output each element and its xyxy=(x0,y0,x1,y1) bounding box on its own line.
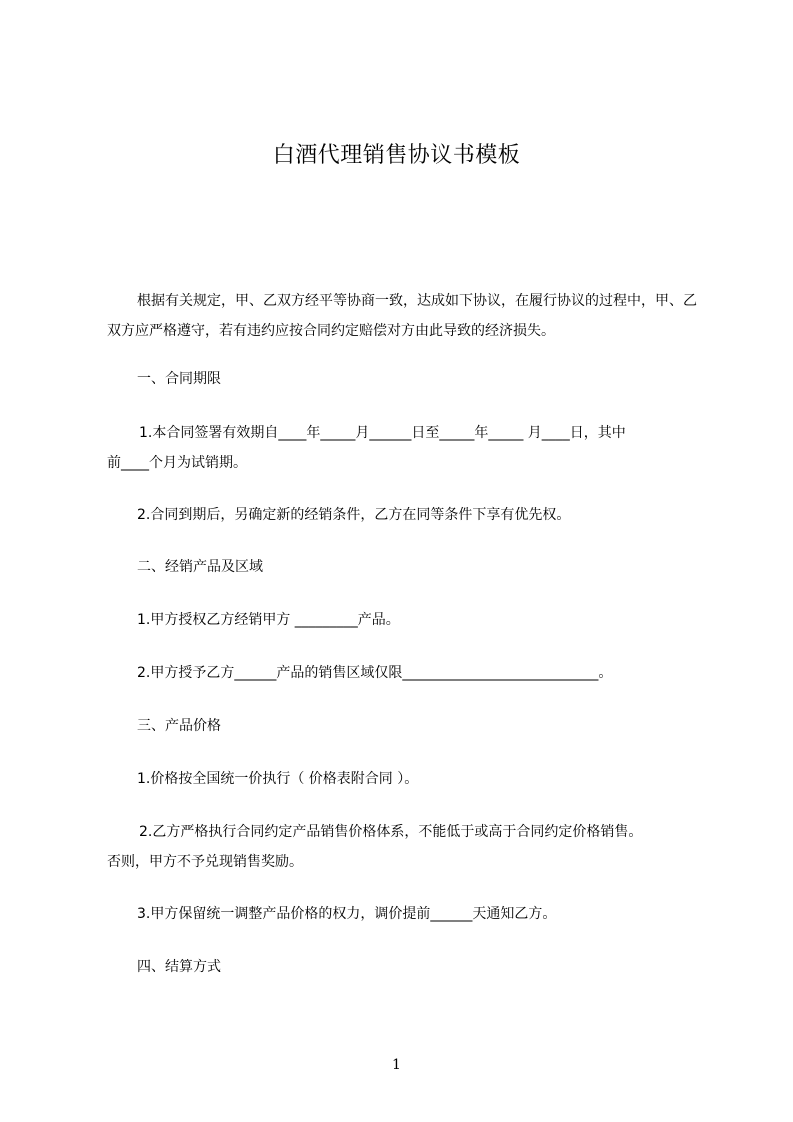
section3-heading: 三、产品价格 xyxy=(137,718,221,734)
page-number: 1 xyxy=(392,1057,401,1073)
section2-item2: 2.甲方授予乙方______产品的销售区域仅限____________________________。 xyxy=(137,665,613,681)
section2-heading: 二、经销产品及区域 xyxy=(137,559,263,575)
section3-item3: 3.甲方保留统一调整产品价格的权力，调价提前______天通知乙方。 xyxy=(137,906,557,922)
section1-item2: 2.合同到期后，另确定新的经销条件，乙方在同等条件下享有优先权。 xyxy=(137,507,571,523)
section4-heading: 四、结算方式 xyxy=(137,959,221,975)
intro-paragraph: 根据有关规定，甲、乙双方经平等协商一致，达成如下协议，在履行协议的过程中，甲、乙双方应严格遵守，若有违约应按合同约定赔偿对方由此导致的经济损失。 xyxy=(107,293,697,339)
document-title: 白酒代理销售协议书模板 xyxy=(272,143,521,168)
section3-item1: 1.价格按全国统一价执行（ 价格表附合同 ）。 xyxy=(137,771,419,787)
section3-item2-line1: 2.乙方严格执行合同约定产品销售价格体系，不能低于或高于合同约定价格销售。 xyxy=(139,824,643,840)
section1-heading: 一、合同期限 xyxy=(137,371,221,387)
section1-item1-line1: 1.本合同签署有效期自____年_____月______日至_____年_____ 月____日，其中 xyxy=(139,425,626,441)
section3-item2-line2: 否则，甲方不予兑现销售奖励。 xyxy=(107,854,303,870)
section2-item1: 1.甲方授权乙方经销甲方 _________产品。 xyxy=(137,612,400,628)
section1-item1-line2: 前____个月为试销期。 xyxy=(107,455,247,471)
